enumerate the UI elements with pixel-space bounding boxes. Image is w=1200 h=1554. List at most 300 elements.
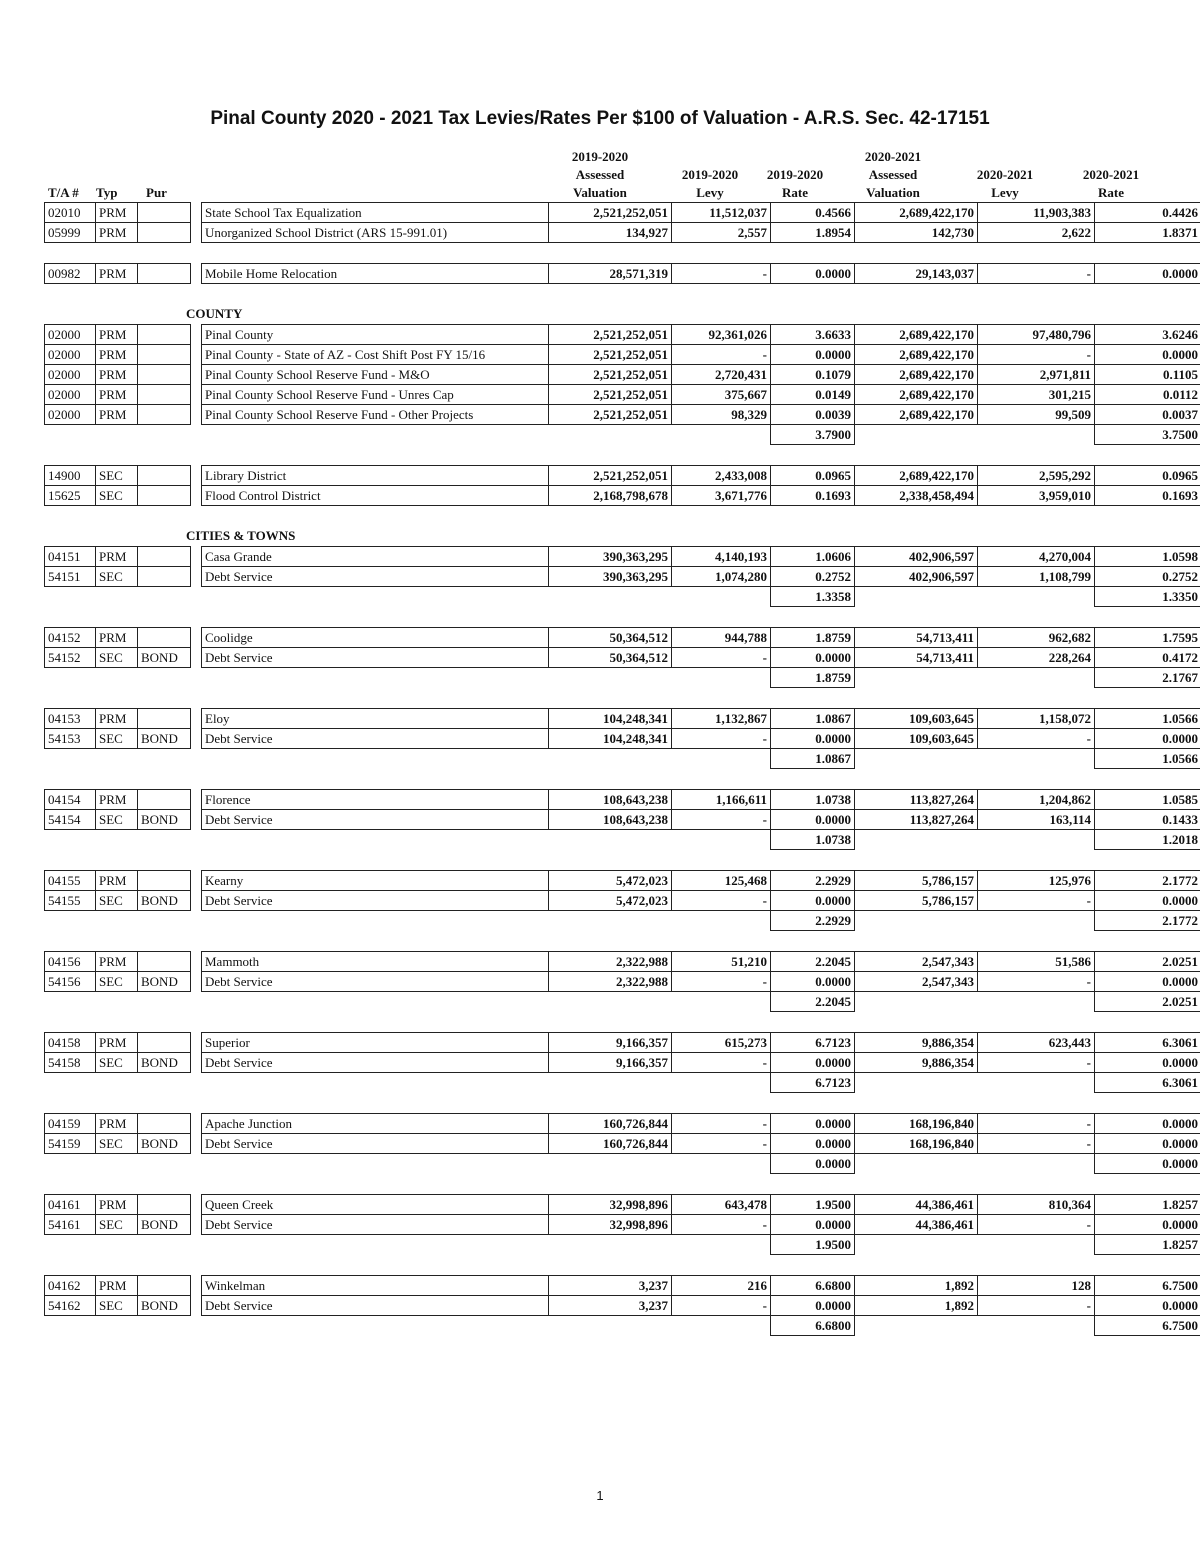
blank-cell — [138, 1073, 191, 1093]
type-cell: SEC — [96, 1215, 138, 1235]
assessed-valuation-2020-cell: 44,386,461 — [855, 1215, 978, 1235]
assessed-valuation-2020-cell: 9,886,354 — [855, 1033, 978, 1053]
district-name-cell: Superior — [202, 1033, 549, 1053]
blank-cell — [202, 830, 549, 850]
rate-2020-cell: 1.0566 — [1095, 709, 1200, 729]
table-row — [45, 871, 1200, 891]
assessed-valuation-2020-cell: 2,689,422,170 — [855, 345, 978, 365]
purpose-cell: BOND — [138, 891, 191, 911]
group-spacer — [44, 769, 1162, 789]
blank-cell — [549, 749, 672, 769]
assessed-valuation-2019-cell: 160,726,844 — [549, 1134, 672, 1154]
assessed-valuation-2019-cell: 2,168,798,678 — [549, 486, 672, 506]
rate-2020-cell: 0.0000 — [1095, 1215, 1200, 1235]
district-name-cell: Winkelman — [202, 1276, 549, 1296]
levy-2020-cell: - — [978, 729, 1095, 749]
assessed-valuation-2020-cell: 168,196,840 — [855, 1114, 978, 1134]
blank-cell — [978, 749, 1095, 769]
purpose-cell — [138, 365, 191, 385]
levy-2020-cell: 1,204,862 — [978, 790, 1095, 810]
total-rate-2019-cell: 6.6800 — [771, 1316, 855, 1336]
assessed-valuation-2019-cell: 32,998,896 — [549, 1195, 672, 1215]
total-row — [45, 1073, 1200, 1093]
column-headers — [44, 146, 1162, 202]
type-cell: PRM — [96, 1033, 138, 1053]
gap-cell — [191, 871, 202, 891]
district-name-cell: Coolidge — [202, 628, 549, 648]
total-rate-2019-cell: 1.3358 — [771, 587, 855, 607]
blank-cell — [45, 587, 96, 607]
ta-cell: 02000 — [45, 405, 96, 425]
ta-cell: 04155 — [45, 871, 96, 891]
header-av2021-line2: Assessed — [868, 167, 918, 182]
levy-2019-cell: 375,667 — [672, 385, 771, 405]
table-row — [45, 891, 1200, 911]
purpose-cell — [138, 790, 191, 810]
table-row — [45, 1053, 1200, 1073]
ta-cell: 04159 — [45, 1114, 96, 1134]
levy-2019-cell: 92,361,026 — [672, 325, 771, 345]
rate-2020-cell: 0.1433 — [1095, 810, 1200, 830]
rate-2019-cell: 3.6633 — [771, 325, 855, 345]
assessed-valuation-2019-cell: 2,521,252,051 — [549, 203, 672, 223]
district-name-cell: Kearny — [202, 871, 549, 891]
page-number: 1 — [596, 1488, 604, 1503]
table-row — [45, 1296, 1200, 1316]
levy-2019-cell: 98,329 — [672, 405, 771, 425]
rate-2020-cell: 0.0000 — [1095, 1296, 1200, 1316]
rate-2019-cell: 0.0000 — [771, 1114, 855, 1134]
purpose-cell — [138, 709, 191, 729]
blank-cell — [96, 749, 138, 769]
levy-2019-cell: - — [672, 972, 771, 992]
ta-cell: 04162 — [45, 1276, 96, 1296]
rate-2020-cell: 2.0251 — [1095, 952, 1200, 972]
gap-cell — [191, 790, 202, 810]
ta-cell: 02010 — [45, 203, 96, 223]
blank-cell — [45, 668, 96, 688]
levy-2019-cell: - — [672, 1296, 771, 1316]
gap-cell — [191, 486, 202, 506]
group-spacer — [44, 506, 1162, 526]
blank-cell — [549, 992, 672, 1012]
blank-cell — [45, 749, 96, 769]
assessed-valuation-2020-cell: 2,689,422,170 — [855, 405, 978, 425]
levy-2019-cell: 1,132,867 — [672, 709, 771, 729]
rate-2019-cell: 0.0000 — [771, 1053, 855, 1073]
rate-2019-cell: 0.0000 — [771, 264, 855, 284]
ta-cell: 04158 — [45, 1033, 96, 1053]
total-row — [45, 911, 1200, 931]
assessed-valuation-2019-cell: 2,521,252,051 — [549, 365, 672, 385]
levy-2020-cell: 51,586 — [978, 952, 1095, 972]
header-levy1920-line1: 2019-2020 — [681, 167, 739, 182]
blank-cell — [45, 1073, 96, 1093]
total-rate-2020-cell: 6.7500 — [1095, 1316, 1200, 1336]
assessed-valuation-2020-cell: 1,892 — [855, 1276, 978, 1296]
row-group — [44, 627, 1200, 688]
total-row — [45, 425, 1200, 445]
levy-2020-cell: 3,959,010 — [978, 486, 1095, 506]
blank-cell — [978, 1073, 1095, 1093]
blank-cell — [855, 668, 978, 688]
assessed-valuation-2019-cell: 3,237 — [549, 1276, 672, 1296]
levy-2019-cell: 125,468 — [672, 871, 771, 891]
ta-cell: 54153 — [45, 729, 96, 749]
assessed-valuation-2020-cell: 402,906,597 — [855, 567, 978, 587]
assessed-valuation-2020-cell: 109,603,645 — [855, 729, 978, 749]
table-row — [45, 648, 1200, 668]
assessed-valuation-2020-cell: 9,886,354 — [855, 1053, 978, 1073]
header-typ: Typ — [96, 185, 118, 200]
rate-2020-cell: 0.0000 — [1095, 729, 1200, 749]
assessed-valuation-2019-cell: 108,643,238 — [549, 790, 672, 810]
district-name-cell: Pinal County School Reserve Fund - Unres Cap — [202, 385, 549, 405]
blank-cell — [978, 1154, 1095, 1174]
purpose-cell: BOND — [138, 1134, 191, 1154]
levy-2020-cell: 2,971,811 — [978, 365, 1095, 385]
row-groups — [44, 202, 1198, 1336]
assessed-valuation-2020-cell: 2,689,422,170 — [855, 365, 978, 385]
levy-2020-cell: 128 — [978, 1276, 1095, 1296]
district-name-cell: Debt Service — [202, 567, 549, 587]
blank-cell — [45, 1154, 96, 1174]
header-pur: Pur — [146, 185, 167, 200]
table-row — [45, 628, 1200, 648]
total-rate-2020-cell: 6.3061 — [1095, 1073, 1200, 1093]
group-spacer — [44, 1093, 1162, 1113]
assessed-valuation-2019-cell: 5,472,023 — [549, 891, 672, 911]
row-group — [44, 1113, 1200, 1174]
row-group — [44, 263, 1200, 284]
blank-cell — [672, 1073, 771, 1093]
total-rate-2020-cell: 1.3350 — [1095, 587, 1200, 607]
blank-cell — [138, 1316, 191, 1336]
gap-cell — [191, 648, 202, 668]
levy-2020-cell: 623,443 — [978, 1033, 1095, 1053]
gap-cell — [191, 1114, 202, 1134]
blank-cell — [45, 1235, 96, 1255]
total-rate-2019-cell: 6.7123 — [771, 1073, 855, 1093]
blank-cell — [202, 911, 549, 931]
blank-cell — [138, 992, 191, 1012]
table-row — [45, 223, 1200, 243]
district-name-cell: Pinal County School Reserve Fund - Other Projects — [202, 405, 549, 425]
purpose-cell — [138, 486, 191, 506]
type-cell: PRM — [96, 790, 138, 810]
levy-2020-cell: - — [978, 345, 1095, 365]
gap-cell — [191, 1296, 202, 1316]
rate-2020-cell: 0.0000 — [1095, 1114, 1200, 1134]
row-group — [44, 1275, 1200, 1336]
blank-cell — [96, 1316, 138, 1336]
blank-cell — [978, 668, 1095, 688]
rate-2019-cell: 0.0000 — [771, 1134, 855, 1154]
rate-2020-cell: 0.0000 — [1095, 1053, 1200, 1073]
levy-2020-cell: 301,215 — [978, 385, 1095, 405]
district-name-cell: Casa Grande — [202, 547, 549, 567]
header-av1920-line3: Valuation — [573, 185, 627, 200]
assessed-valuation-2019-cell: 5,472,023 — [549, 871, 672, 891]
blank-cell — [202, 668, 549, 688]
blank-cell — [191, 668, 202, 688]
table-row — [45, 1195, 1200, 1215]
blank-cell — [672, 425, 771, 445]
blank-cell — [672, 587, 771, 607]
levy-2019-cell: 2,557 — [672, 223, 771, 243]
levy-2020-cell: - — [978, 1114, 1095, 1134]
gap-cell — [191, 223, 202, 243]
rate-2020-cell: 1.8371 — [1095, 223, 1200, 243]
header-av2021-line1: 2020-2021 — [864, 149, 922, 164]
blank-cell — [191, 911, 202, 931]
rate-2020-cell: 0.0965 — [1095, 466, 1200, 486]
blank-cell — [202, 1073, 549, 1093]
table-row — [45, 1276, 1200, 1296]
gap-cell — [191, 972, 202, 992]
gap-cell — [191, 891, 202, 911]
rate-2019-cell: 0.0000 — [771, 1215, 855, 1235]
blank-cell — [672, 1316, 771, 1336]
type-cell: PRM — [96, 1195, 138, 1215]
row-group — [44, 708, 1200, 769]
blank-cell — [138, 587, 191, 607]
ta-cell: 54162 — [45, 1296, 96, 1316]
purpose-cell — [138, 345, 191, 365]
assessed-valuation-2019-cell: 134,927 — [549, 223, 672, 243]
table-row — [45, 1114, 1200, 1134]
ta-cell: 02000 — [45, 385, 96, 405]
total-row — [45, 1154, 1200, 1174]
levy-2019-cell: - — [672, 1053, 771, 1073]
gap-cell — [191, 1215, 202, 1235]
blank-cell — [202, 1154, 549, 1174]
row-group — [44, 1032, 1200, 1093]
assessed-valuation-2020-cell: 168,196,840 — [855, 1134, 978, 1154]
levy-2019-cell: - — [672, 810, 771, 830]
assessed-valuation-2019-cell: 104,248,341 — [549, 729, 672, 749]
rate-2019-cell: 0.4566 — [771, 203, 855, 223]
blank-cell — [202, 749, 549, 769]
type-cell: SEC — [96, 486, 138, 506]
blank-cell — [96, 1154, 138, 1174]
header-av1920-line2: Assessed — [575, 167, 625, 182]
rate-2019-cell: 6.7123 — [771, 1033, 855, 1053]
ta-cell: 54158 — [45, 1053, 96, 1073]
purpose-cell — [138, 628, 191, 648]
total-row — [45, 749, 1200, 769]
rate-2019-cell: 0.0000 — [771, 345, 855, 365]
purpose-cell — [138, 325, 191, 345]
assessed-valuation-2019-cell: 50,364,512 — [549, 628, 672, 648]
district-name-cell: Debt Service — [202, 1134, 549, 1154]
blank-cell — [138, 749, 191, 769]
assessed-valuation-2019-cell: 9,166,357 — [549, 1033, 672, 1053]
rate-2020-cell: 0.0000 — [1095, 345, 1200, 365]
ta-cell: 04153 — [45, 709, 96, 729]
blank-cell — [45, 911, 96, 931]
header-av1920-line1: 2019-2020 — [571, 149, 629, 164]
blank-cell — [202, 1316, 549, 1336]
levy-2020-cell: 163,114 — [978, 810, 1095, 830]
type-cell: SEC — [96, 891, 138, 911]
blank-cell — [45, 992, 96, 1012]
blank-cell — [45, 425, 96, 445]
levy-2019-cell: - — [672, 1134, 771, 1154]
ta-cell: 02000 — [45, 365, 96, 385]
assessed-valuation-2020-cell: 44,386,461 — [855, 1195, 978, 1215]
rate-2019-cell: 1.0738 — [771, 790, 855, 810]
row-group — [44, 870, 1200, 931]
purpose-cell — [138, 1033, 191, 1053]
purpose-cell — [138, 1276, 191, 1296]
district-name-cell: Queen Creek — [202, 1195, 549, 1215]
rate-2020-cell: 6.3061 — [1095, 1033, 1200, 1053]
rate-2019-cell: 1.9500 — [771, 1195, 855, 1215]
header-rate1920-line1: 2019-2020 — [766, 167, 824, 182]
levy-2019-cell: 11,512,037 — [672, 203, 771, 223]
blank-cell — [549, 830, 672, 850]
row-group — [44, 546, 1200, 607]
levy-2019-cell: - — [672, 729, 771, 749]
rate-2020-cell: 6.7500 — [1095, 1276, 1200, 1296]
ta-cell: 04154 — [45, 790, 96, 810]
table-row — [45, 365, 1200, 385]
blank-cell — [549, 911, 672, 931]
gap-cell — [191, 709, 202, 729]
group-spacer — [44, 243, 1162, 263]
type-cell: PRM — [96, 325, 138, 345]
rate-2020-cell: 0.0037 — [1095, 405, 1200, 425]
blank-cell — [191, 425, 202, 445]
type-cell: PRM — [96, 203, 138, 223]
total-rate-2020-cell: 1.0566 — [1095, 749, 1200, 769]
group-spacer — [44, 445, 1162, 465]
gap-cell — [191, 547, 202, 567]
assessed-valuation-2020-cell: 54,713,411 — [855, 648, 978, 668]
group-spacer — [44, 607, 1162, 627]
district-name-cell: Florence — [202, 790, 549, 810]
rate-2019-cell: 1.8954 — [771, 223, 855, 243]
rate-2019-cell: 0.0000 — [771, 1296, 855, 1316]
levy-2020-cell: - — [978, 1053, 1095, 1073]
assessed-valuation-2019-cell: 2,521,252,051 — [549, 466, 672, 486]
rate-2019-cell: 1.8759 — [771, 628, 855, 648]
levy-2019-cell: 643,478 — [672, 1195, 771, 1215]
purpose-cell: BOND — [138, 810, 191, 830]
assessed-valuation-2019-cell: 2,521,252,051 — [549, 345, 672, 365]
purpose-cell — [138, 547, 191, 567]
levy-2019-cell: - — [672, 345, 771, 365]
group-spacer — [44, 931, 1162, 951]
total-rate-2019-cell: 1.0867 — [771, 749, 855, 769]
table-row — [45, 345, 1200, 365]
assessed-valuation-2020-cell: 29,143,037 — [855, 264, 978, 284]
table-row — [45, 952, 1200, 972]
type-cell: PRM — [96, 385, 138, 405]
total-rate-2020-cell: 3.7500 — [1095, 425, 1200, 445]
levy-2020-cell: - — [978, 1296, 1095, 1316]
type-cell: PRM — [96, 547, 138, 567]
levy-2019-cell: 3,671,776 — [672, 486, 771, 506]
type-cell: PRM — [96, 871, 138, 891]
type-cell: PRM — [96, 264, 138, 284]
blank-cell — [978, 1316, 1095, 1336]
ta-cell: 54161 — [45, 1215, 96, 1235]
assessed-valuation-2020-cell: 2,689,422,170 — [855, 466, 978, 486]
blank-cell — [978, 911, 1095, 931]
gap-cell — [191, 385, 202, 405]
ta-cell: 04156 — [45, 952, 96, 972]
purpose-cell: BOND — [138, 1053, 191, 1073]
type-cell: SEC — [96, 972, 138, 992]
blank-cell — [855, 1154, 978, 1174]
blank-cell — [855, 749, 978, 769]
gap-cell — [191, 365, 202, 385]
rate-2020-cell: 0.0000 — [1095, 972, 1200, 992]
header-rate2021-line1: 2020-2021 — [1082, 167, 1140, 182]
type-cell: PRM — [96, 405, 138, 425]
purpose-cell — [138, 1114, 191, 1134]
blank-cell — [202, 587, 549, 607]
assessed-valuation-2019-cell: 9,166,357 — [549, 1053, 672, 1073]
gap-cell — [191, 405, 202, 425]
rate-2019-cell: 0.0149 — [771, 385, 855, 405]
type-cell: PRM — [96, 709, 138, 729]
levy-2019-cell: - — [672, 648, 771, 668]
blank-cell — [549, 1235, 672, 1255]
assessed-valuation-2020-cell: 142,730 — [855, 223, 978, 243]
levy-2019-cell: 2,720,431 — [672, 365, 771, 385]
assessed-valuation-2019-cell: 2,521,252,051 — [549, 385, 672, 405]
assessed-valuation-2019-cell: 50,364,512 — [549, 648, 672, 668]
assessed-valuation-2020-cell: 2,689,422,170 — [855, 385, 978, 405]
levy-2019-cell: 944,788 — [672, 628, 771, 648]
blank-cell — [549, 425, 672, 445]
total-rate-2019-cell: 2.2045 — [771, 992, 855, 1012]
blank-cell — [96, 1235, 138, 1255]
row-group — [44, 324, 1200, 445]
table-row — [45, 1033, 1200, 1053]
group-spacer — [44, 688, 1162, 708]
gap-cell — [191, 1134, 202, 1154]
rate-2020-cell: 0.0112 — [1095, 385, 1200, 405]
blank-cell — [138, 425, 191, 445]
total-rate-2020-cell: 2.1772 — [1095, 911, 1200, 931]
blank-cell — [672, 668, 771, 688]
rate-2020-cell: 3.6246 — [1095, 325, 1200, 345]
district-name-cell: Debt Service — [202, 1296, 549, 1316]
type-cell: PRM — [96, 952, 138, 972]
gap-cell — [191, 466, 202, 486]
total-rate-2019-cell: 3.7900 — [771, 425, 855, 445]
rate-2019-cell: 0.0965 — [771, 466, 855, 486]
total-rate-2020-cell: 2.1767 — [1095, 668, 1200, 688]
group-spacer — [44, 1174, 1162, 1194]
assessed-valuation-2020-cell: 109,603,645 — [855, 709, 978, 729]
assessed-valuation-2020-cell: 5,786,157 — [855, 871, 978, 891]
assessed-valuation-2019-cell: 2,322,988 — [549, 952, 672, 972]
assessed-valuation-2019-cell: 32,998,896 — [549, 1215, 672, 1235]
table-row — [45, 972, 1200, 992]
district-name-cell: Debt Service — [202, 972, 549, 992]
levy-2020-cell: 125,976 — [978, 871, 1095, 891]
assessed-valuation-2020-cell: 2,338,458,494 — [855, 486, 978, 506]
levy-2020-cell: 11,903,383 — [978, 203, 1095, 223]
blank-cell — [855, 1073, 978, 1093]
levy-2020-cell: 2,595,292 — [978, 466, 1095, 486]
district-name-cell: Apache Junction — [202, 1114, 549, 1134]
